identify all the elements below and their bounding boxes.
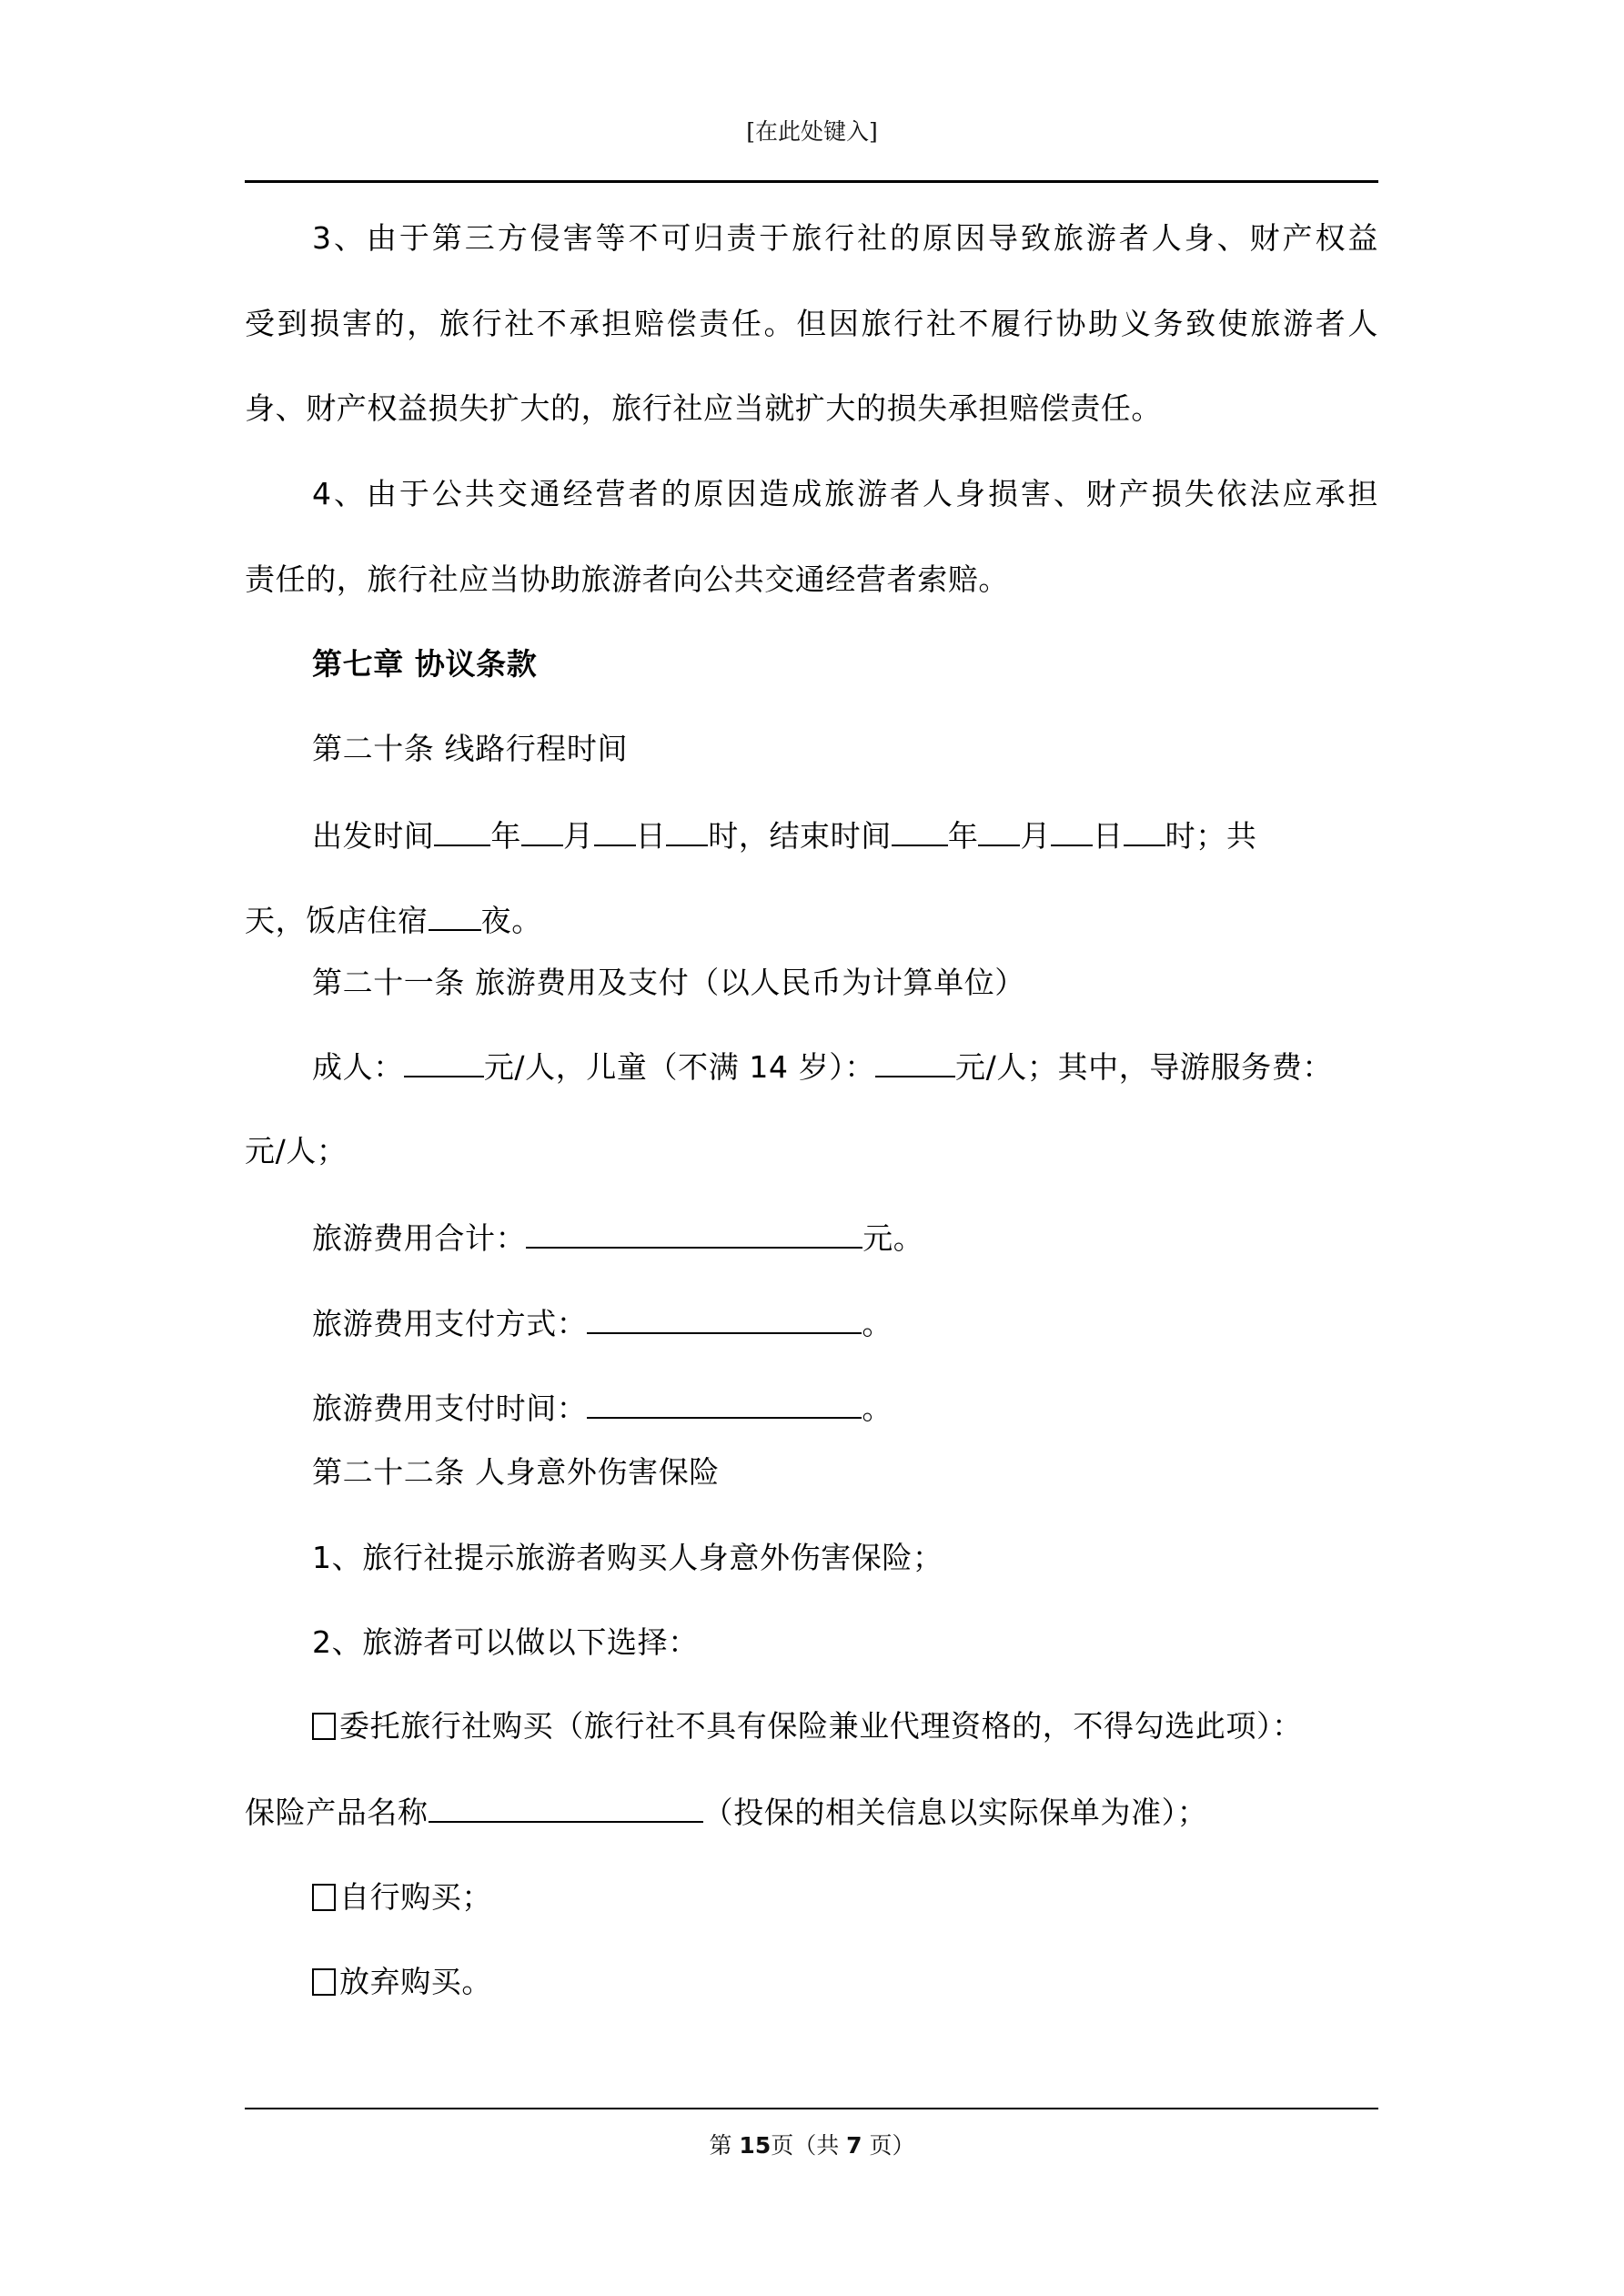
child-price-field[interactable] (875, 1048, 955, 1077)
self-purchase-checkbox[interactable] (312, 1884, 336, 1911)
month-label: 月 (1020, 818, 1052, 854)
article-22-title: 第二十二条 人身意外伤害保险 (312, 1454, 720, 1490)
payment-time-line (312, 1390, 1378, 1427)
option-self-purchase (312, 1879, 1378, 1916)
insurance-product-line (245, 1794, 1378, 1831)
decline-purchase-checkbox[interactable] (312, 1968, 336, 1996)
option-entrust-agency (312, 1708, 1378, 1745)
month-label: 月 (563, 818, 594, 854)
page-header: [在此处键入] (746, 118, 878, 145)
total-fee-label: 旅游费用合计： (312, 1220, 527, 1256)
total-fee-unit: 元。 (862, 1220, 924, 1256)
year-label: 年 (947, 818, 979, 854)
entrust-agency-checkbox[interactable] (312, 1713, 336, 1740)
footer-suffix: 页） (862, 2132, 915, 2159)
insurance-product-label: 保险产品名称 (245, 1795, 429, 1830)
day-label: 日 (1093, 818, 1124, 854)
start-year-field[interactable] (434, 817, 490, 846)
hour-label: 时；共 (1165, 818, 1257, 854)
insurance-product-field[interactable] (429, 1794, 703, 1823)
current-page-number: 15 (739, 2132, 772, 2159)
footer-middle: 页（共 (771, 2132, 847, 2159)
header-rule (245, 180, 1378, 183)
period: 。 (862, 1306, 893, 1341)
adult-price-field[interactable] (404, 1048, 484, 1077)
year-label: 年 (490, 818, 522, 854)
start-hour-field[interactable] (666, 817, 708, 846)
days-hotel-label: 天，饭店住宿 (245, 903, 429, 938)
end-year-field[interactable] (892, 817, 948, 846)
chapter-heading: 第七章 协议条款 (312, 646, 538, 682)
paragraph-4-line-2: 责任的，旅行社应当协助旅游者向公共交通经营者索赔。 (245, 561, 1009, 597)
paragraph-3-line-2: 受到损害的，旅行社不承担赔偿责任。但因旅行社不履行协助义务致使旅游者人 (245, 306, 1378, 341)
article-20-title: 第二十条 线路行程时间 (312, 731, 629, 766)
article-22-item-1: 1、旅行社提示旅游者购买人身意外伤害保险； (312, 1540, 943, 1575)
end-month-field[interactable] (978, 817, 1020, 846)
end-hour-field[interactable] (1124, 817, 1165, 846)
nights-label: 夜。 (480, 903, 542, 938)
hotel-nights-field[interactable] (429, 902, 481, 931)
adult-price-label: 成人： (312, 1049, 404, 1085)
payment-time-label: 旅游费用支付时间： (312, 1391, 588, 1426)
insurance-product-note: （投保的相关信息以实际保单为准）； (702, 1795, 1208, 1830)
hour-label: 时， (708, 818, 770, 854)
entrust-agency-label: 委托旅行社购买（旅行社不具有保险兼业代理资格的，不得勾选此项）： (339, 1708, 1303, 1744)
footer-rule (245, 2108, 1378, 2109)
payment-method-line (312, 1305, 1378, 1342)
total-fee-field[interactable] (526, 1219, 862, 1249)
decline-purchase-label: 放弃购买。 (339, 1964, 492, 1999)
day-label: 日 (635, 818, 667, 854)
guide-fee-unit: 元/人； (245, 1133, 348, 1168)
guide-fee-label: 元/人；其中，导游服务费： (955, 1049, 1333, 1085)
article-22-item-2: 2、旅游者可以做以下选择： (312, 1624, 699, 1660)
footer-prefix: 第 (709, 2132, 740, 2159)
page-footer (0, 2128, 1624, 2160)
start-month-field[interactable] (521, 817, 563, 846)
option-decline (312, 1964, 1378, 2000)
end-day-field[interactable] (1051, 817, 1093, 846)
article-20-nights-line (245, 902, 1378, 939)
paragraph-4-line-1: 4、由于公共交通经营者的原因造成旅游者人身损害、财产损失依法应承担 (312, 476, 1378, 511)
article-20-schedule-line (312, 817, 1378, 855)
paragraph-3-line-1: 3、由于第三方侵害等不可归责于旅行社的原因导致旅游者人身、财产权益 (312, 220, 1378, 256)
period: 。 (862, 1391, 893, 1426)
total-page-count: 7 (846, 2132, 862, 2159)
payment-time-field[interactable] (587, 1390, 862, 1419)
article-21-title: 第二十一条 旅游费用及支付（以人民币为计算单位） (312, 965, 1025, 1000)
child-price-label: 元/人，儿童（不满 14 岁）： (483, 1049, 876, 1085)
end-time-label: 结束时间 (769, 818, 892, 854)
article-21-price-line (312, 1048, 1378, 1086)
start-day-field[interactable] (594, 817, 636, 846)
total-fee-line (312, 1219, 1378, 1257)
start-time-label: 出发时间 (312, 818, 435, 854)
payment-method-field[interactable] (587, 1305, 862, 1334)
payment-method-label: 旅游费用支付方式： (312, 1306, 588, 1341)
paragraph-3-line-3: 身、财产权益损失扩大的，旅行社应当就扩大的损失承担赔偿责任。 (245, 390, 1162, 426)
self-purchase-label: 自行购买； (339, 1879, 492, 1915)
